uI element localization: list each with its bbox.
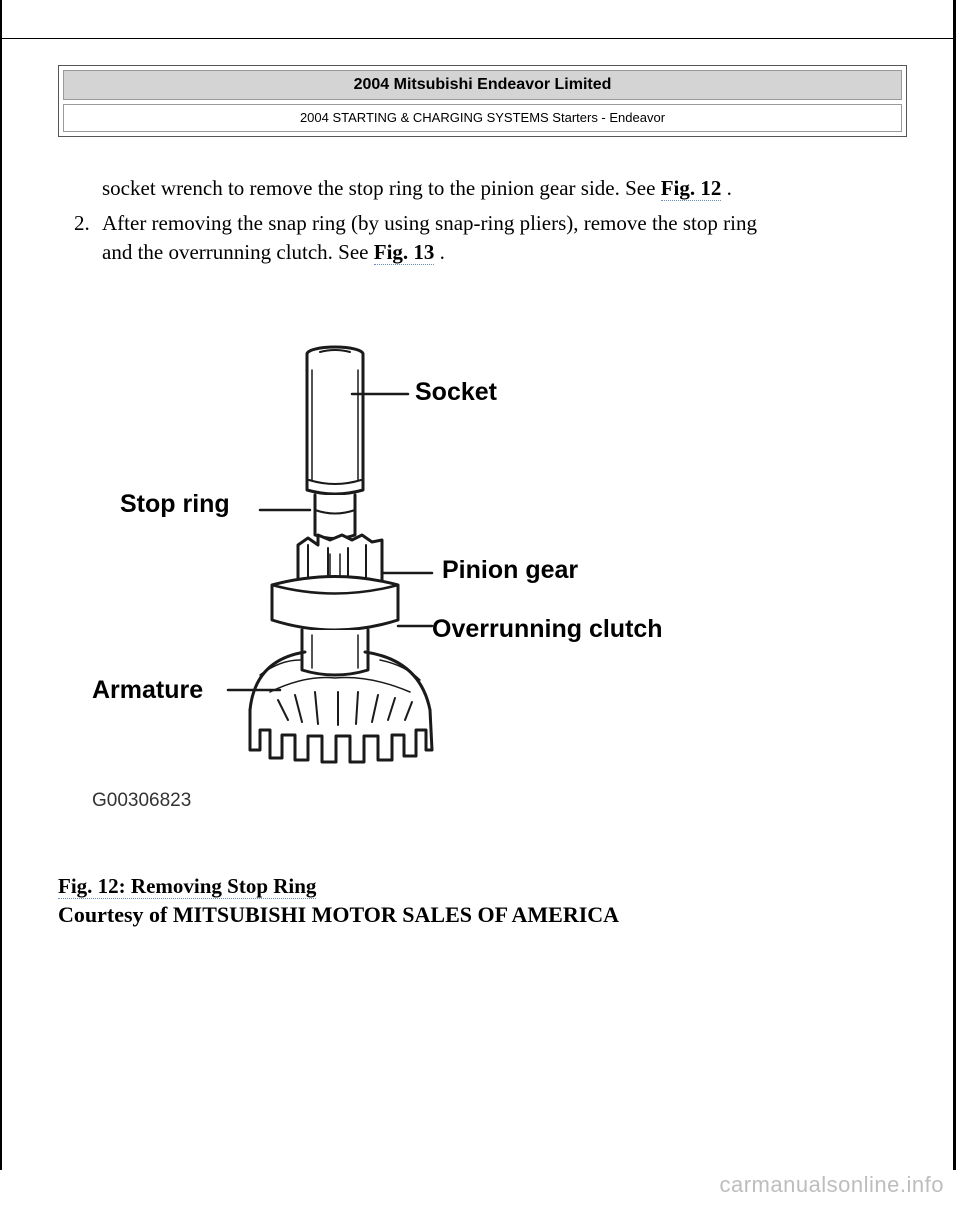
stop-ring-shape	[315, 495, 355, 539]
header-title: 2004 Mitsubishi Endeavor Limited	[63, 70, 902, 100]
body-line-1-text: socket wrench to remove the stop ring to the pinion gear side. See	[102, 176, 661, 200]
document-header	[58, 65, 907, 137]
footer-watermark: carmanualsonline.info	[719, 1172, 944, 1197]
figure-caption-courtesy: Courtesy of MITSUBISHI MOTOR SALES OF AMERICA	[58, 902, 620, 927]
label-socket: Socket	[415, 378, 497, 406]
armature-shape	[250, 630, 432, 762]
label-stop-ring: Stop ring	[120, 490, 230, 518]
body-line-1	[102, 174, 732, 203]
body-line-1-end: .	[721, 176, 732, 200]
fig-12-link[interactable]: Fig. 12	[660, 176, 722, 200]
figure-removing-stop-ring	[90, 330, 690, 820]
page-border-left	[0, 0, 2, 1170]
body-item-2-line-2-end: .	[434, 240, 445, 264]
socket-shape	[307, 347, 363, 494]
label-pinion-gear: Pinion gear	[442, 556, 579, 584]
fig-13-link[interactable]: Fig. 13	[373, 240, 435, 264]
pinion-gear-shape	[298, 535, 382, 582]
header-subtitle: 2004 STARTING & CHARGING SYSTEMS Starters - Endeavor	[63, 104, 902, 132]
label-armature: Armature	[92, 676, 204, 704]
body-item-2-line-2	[102, 238, 445, 267]
figure-caption-link[interactable]: Fig. 12: Removing Stop Ring	[58, 874, 317, 898]
list-number-2: 2.	[74, 211, 90, 235]
figure-code: G00306823	[92, 790, 192, 811]
body-item-2-line-1: After removing the snap ring (by using snap-ring pliers), remove the stop ring	[102, 211, 757, 235]
page-border-right	[953, 0, 956, 1170]
page-border-top	[0, 38, 956, 39]
body-item-2-line-2-text: and the overrunning clutch. See	[102, 240, 374, 264]
figure-caption-title	[58, 874, 316, 899]
starter-drawing	[90, 330, 690, 820]
label-overrunning-clutch: Overrunning clutch	[432, 615, 663, 643]
overrunning-clutch-shape	[272, 577, 398, 631]
